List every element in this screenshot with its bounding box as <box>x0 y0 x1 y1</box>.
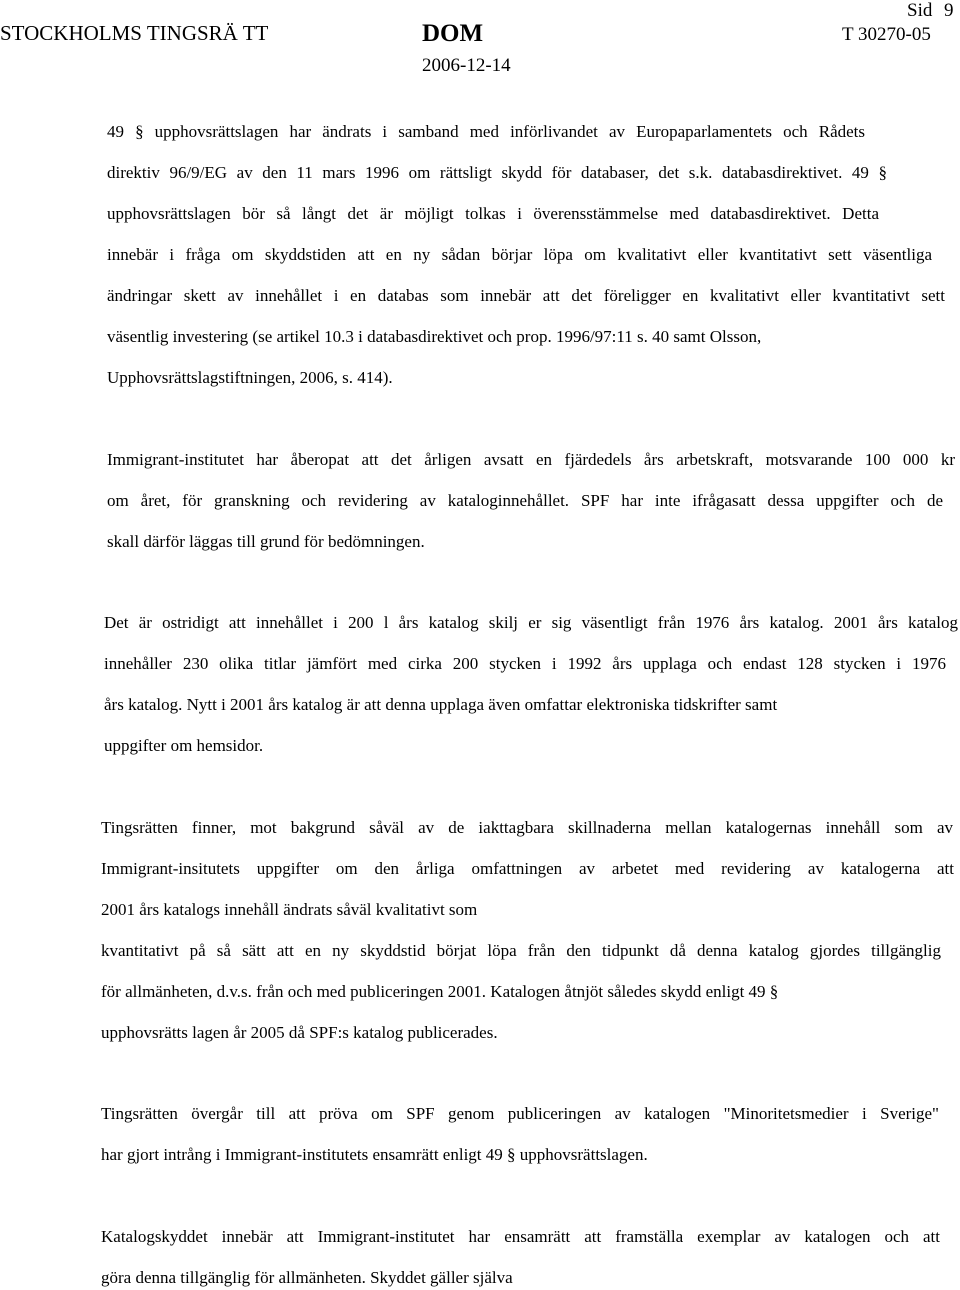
text-line: uppgifter om hemsidor. <box>104 736 264 755</box>
text-line: skall därför läggas till grund för bedömningen. <box>107 532 425 551</box>
text-line: innehåller 230 olika titlar jämfört med cirka 200 stycken i 1992 års upplaga och endast 128 stycken i 1976 <box>104 654 946 673</box>
text-line: direktiv 96/9/EG av den 11 mars 1996 om rättsligt skydd för databaser, det s.k. databasdirektivet. 49 § <box>107 163 887 182</box>
text-line: Det är ostridigt att innehållet i 200 l års katalog skilj er sig väsentligt från 1976 års katalog. 2001 års katalog <box>104 613 958 632</box>
document-date: 2006-12-14 <box>422 55 511 76</box>
case-number: T 30270-05 <box>842 24 931 45</box>
text-line: göra denna tillgänglig för allmänheten. Skyddet gäller själva <box>101 1268 513 1287</box>
court-name: STOCKHOLMS TINGSRÄ TT <box>0 21 269 45</box>
text-line: 49 § upphovsrättslagen har ändrats i samband med införlivandet av Europaparlamentets och Rådets <box>107 122 865 141</box>
text-line: har gjort intrång i Immigrant-institutets ensamrätt enligt 49 § upphovsrättslagen. <box>101 1145 648 1164</box>
text-line: för allmänheten, d.v.s. från och med publiceringen 2001. Katalogen åtnjöt således skydd enligt 49 § <box>101 982 779 1001</box>
text-line: upphovsrätts lagen år 2005 då SPF:s katalog publicerades. <box>101 1023 498 1042</box>
text-line: ändringar skett av innehållet i en databas som innebär att det föreligger en kvalitativt eller kvantitativt sett <box>107 286 945 305</box>
document-type: DOM <box>422 20 484 47</box>
text-line: Immigrant-insitutets uppgifter om den årliga omfattningen av arbetet med revidering av katalogerna att <box>101 859 954 878</box>
page-label: Sid <box>907 0 933 21</box>
text-line: upphovsrättslagen bör så långt det är möjligt tolkas i överensstämmelse med databasdirektivet. Detta <box>107 204 879 223</box>
text-line: Katalogskyddet innebär att Immigrant-institutet har ensamrätt att framställa exemplar av katalogen och att <box>101 1227 940 1246</box>
page-number: 9 <box>944 0 954 21</box>
text-line: Immigrant-institutet har åberopat att det årligen avsatt en fjärdedels års arbetskraft, motsvarande 100 000 kr <box>107 450 955 469</box>
text-line: Tingsrätten övergår till att pröva om SPF genom publiceringen av katalogen "Minoritetsmedier i Sverige" <box>101 1104 939 1123</box>
text-line: om året, för granskning och revidering av kataloginnehållet. SPF har inte ifrågasatt dessa uppgifter och de <box>107 491 943 510</box>
text-line: års katalog. Nytt i 2001 års katalog är att denna upplaga även omfattar elektroniska tidskrifter samt <box>104 695 778 714</box>
text-line: väsentlig investering (se artikel 10.3 i databasdirektivet och prop. 1996/97:11 s. 40 samt Olsson, <box>107 327 762 346</box>
text-line: Upphovsrättslagstiftningen, 2006, s. 414). <box>107 368 393 387</box>
text-line: Tingsrätten finner, mot bakgrund såväl av de iakttagbara skillnaderna mellan katalogernas innehåll som av <box>101 818 953 837</box>
text-line: innebär i fråga om skyddstiden att en ny sådan börjar löpa om kvalitativt eller kvantitativt sett väsentliga <box>107 245 932 264</box>
text-line: kvantitativt på så sätt att en ny skyddstid börjat löpa från den tidpunkt då denna katalog gjordes tillgänglig <box>101 941 941 960</box>
text-line: 2001 års katalogs innehåll ändrats såväl kvalitativt som <box>101 900 478 919</box>
